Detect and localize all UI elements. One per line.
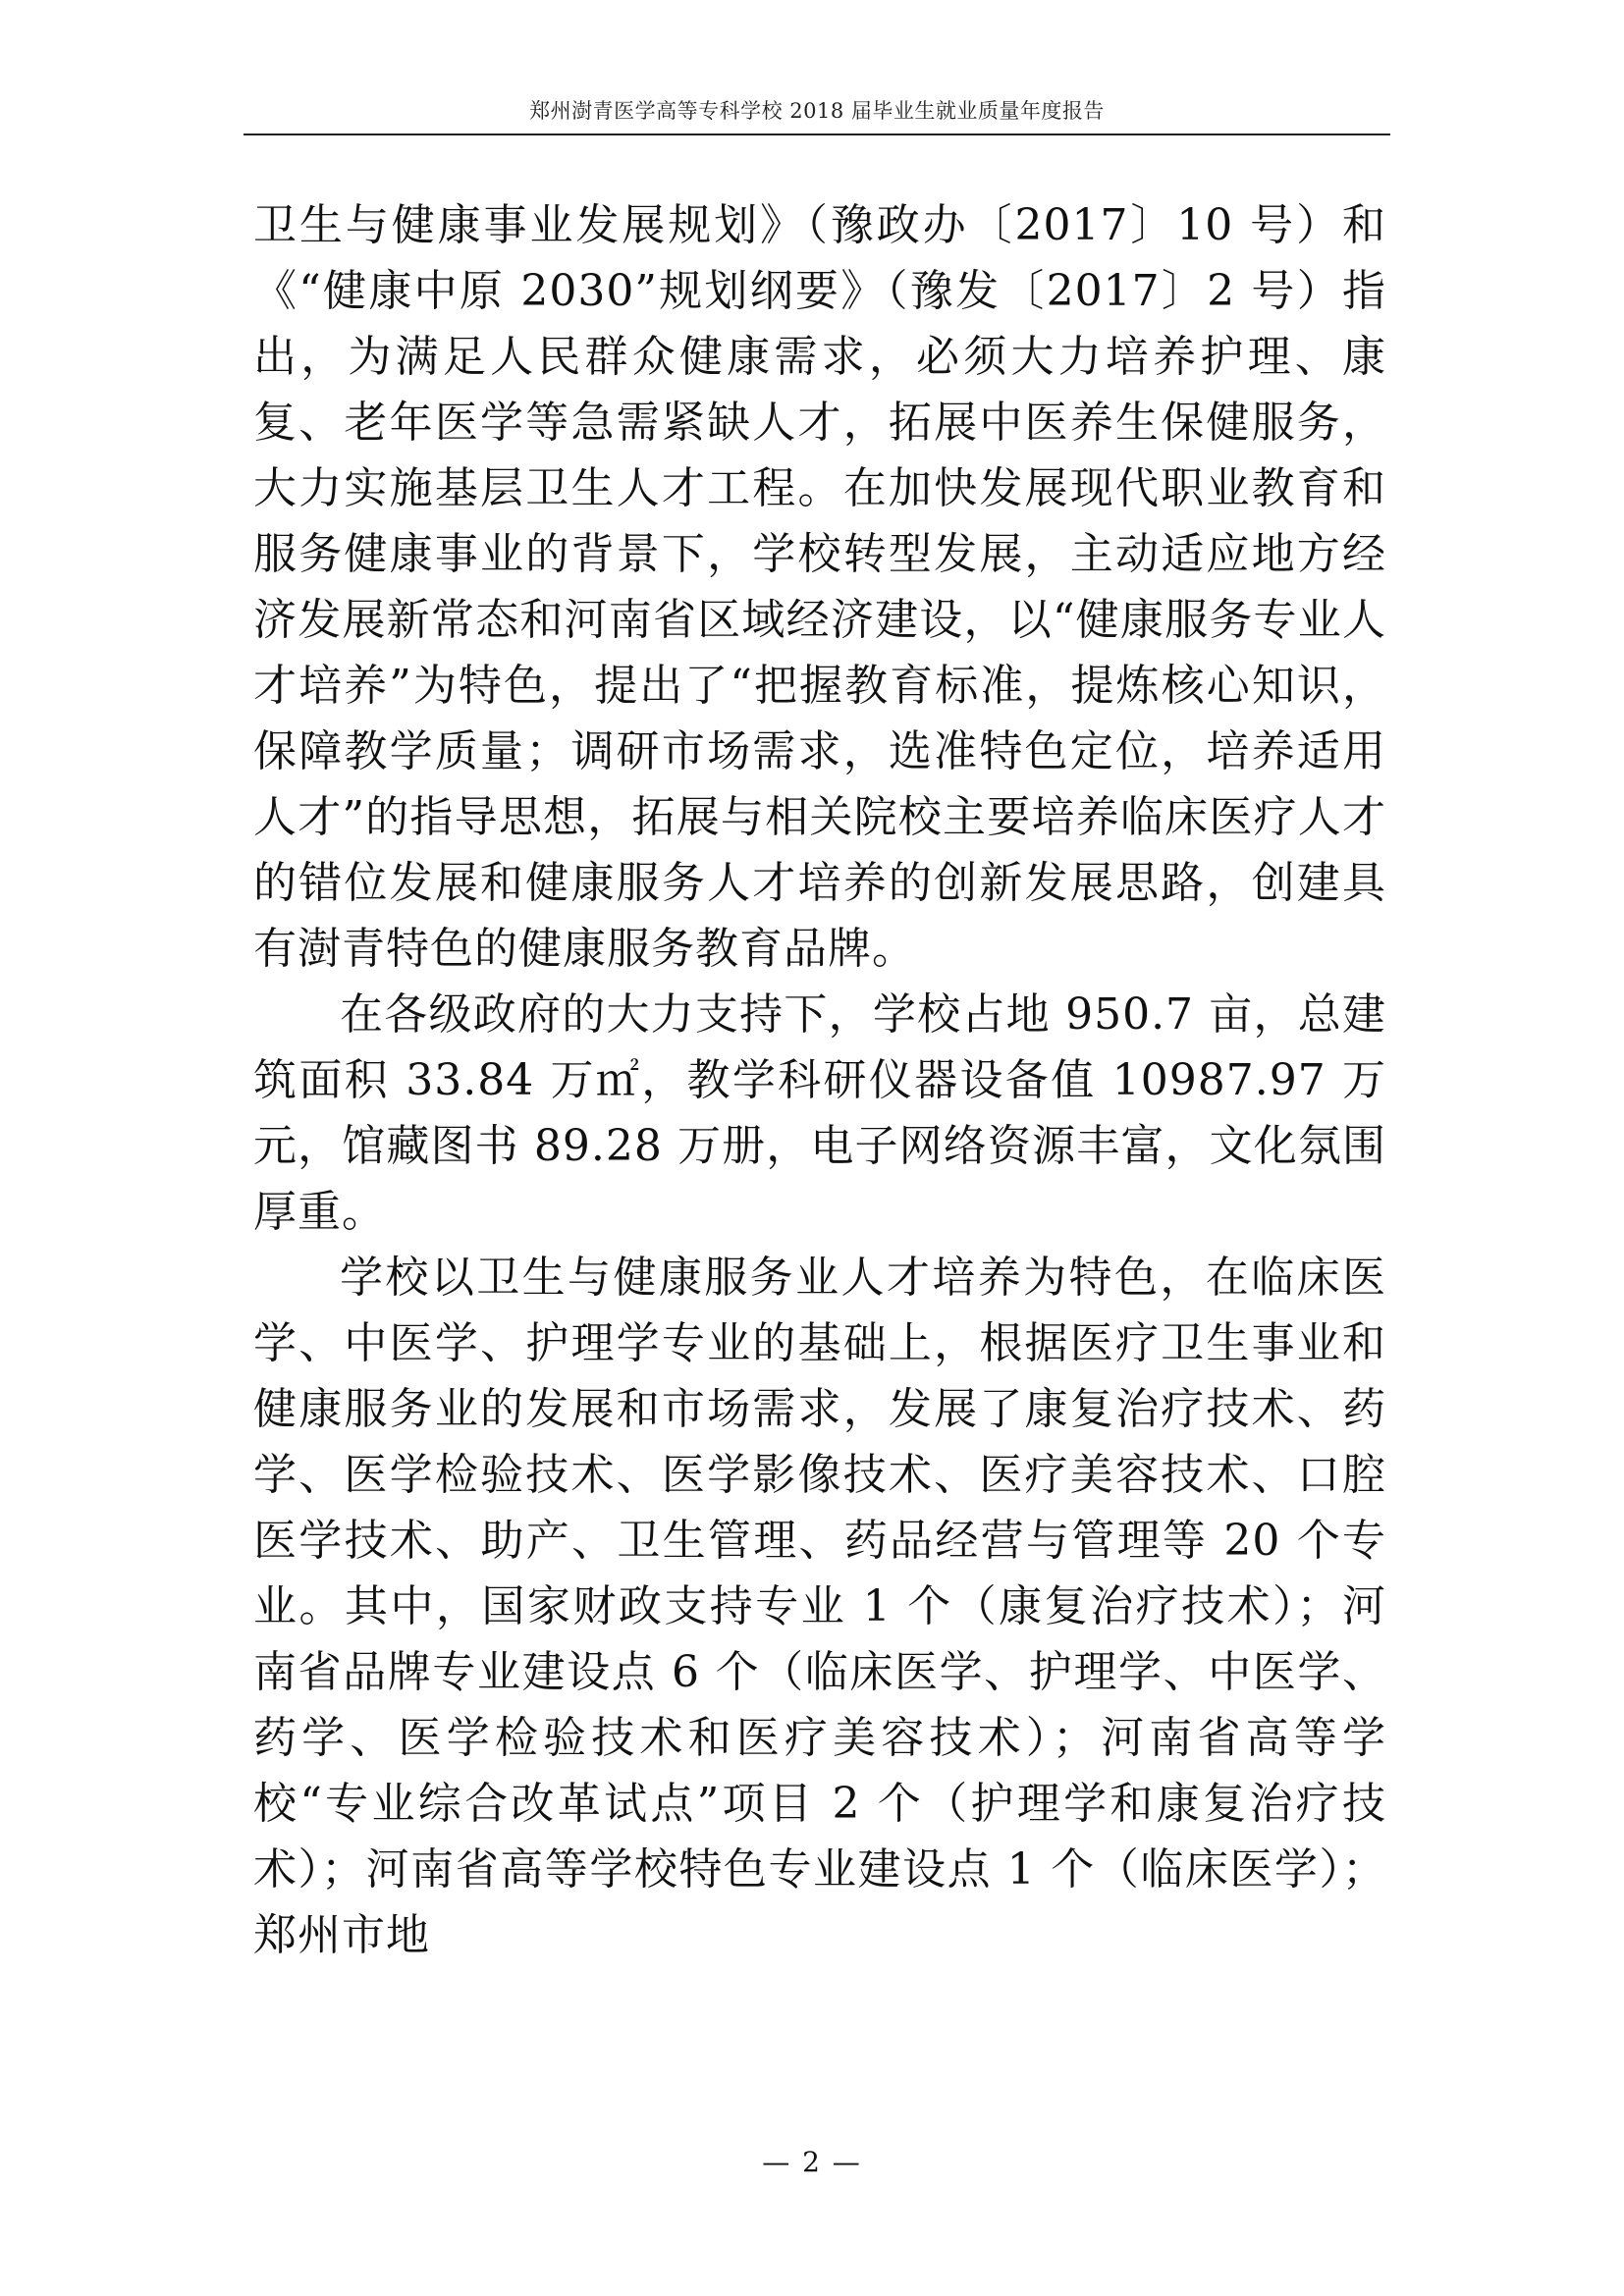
header-title: 郑州澍青医学高等专科学校 2018 届毕业生就业质量年度报告: [529, 99, 1105, 123]
page-number: — 2 —: [762, 2146, 862, 2178]
paragraph-majors: 学校以卫生与健康服务业人才培养为特色，在临床医学、中医学、护理学专业的基础上，根据医疗卫生事业和健康服务业的发展和市场需求，发展了康复治疗技术、药学、医学检验技术、医学影像技术、医疗美容技术、口腔医学技术、助产、卫生管理、药品经营与管理等 20 个专业。其中，国家财政支持专业 1 个（康复治疗技术）；河南省品牌专业建设点 6 个（临床医学、护理学、中医学、药学、医学检验技术和医疗美容技术）；河南省高等学校“专业综合改革试点”项目 2 个（护理学和康复治疗技术）；河南省高等学校特色专业建设点 1 个（临床医学）；郑州市地: [253, 1253, 1386, 1960]
running-header: [244, 90, 1390, 135]
paragraph-campus-facts: 在各级政府的大力支持下，学校占地 950.7 亩，总建筑面积 33.84 万㎡，教学科研仪器设备值 10987.97 万元，馆藏图书 89.28 万册，电子网络资源丰富，文化氛围厚重。: [253, 989, 1386, 1237]
document-body: [253, 192, 1386, 1968]
paragraph-continuation: 卫生与健康事业发展规划》（豫政办〔2017〕10 号）和《“健康中原 2030”规划纲要》（豫发〔2017〕2 号）指出，为满足人民群众健康需求，必须大力培养护理、康复、老年医学等急需紧缺人才，拓展中医养生保健服务，大力实施基层卫生人才工程。在加快发展现代职业教育和服务健康事业的背景下，学校转型发展，主动适应地方经济发展新常态和河南省区域经济建设，以“健康服务专业人才培养”为特色，提出了“把握教育标准，提炼核心知识，保障教学质量；调研市场需求，选准特色定位，培养适用人才”的指导思想，拓展与相关院校主要培养临床医疗人才的错位发展和健康服务人才培养的创新发展思路，创建具有澍青特色的健康服务教育品牌。: [253, 200, 1386, 974]
